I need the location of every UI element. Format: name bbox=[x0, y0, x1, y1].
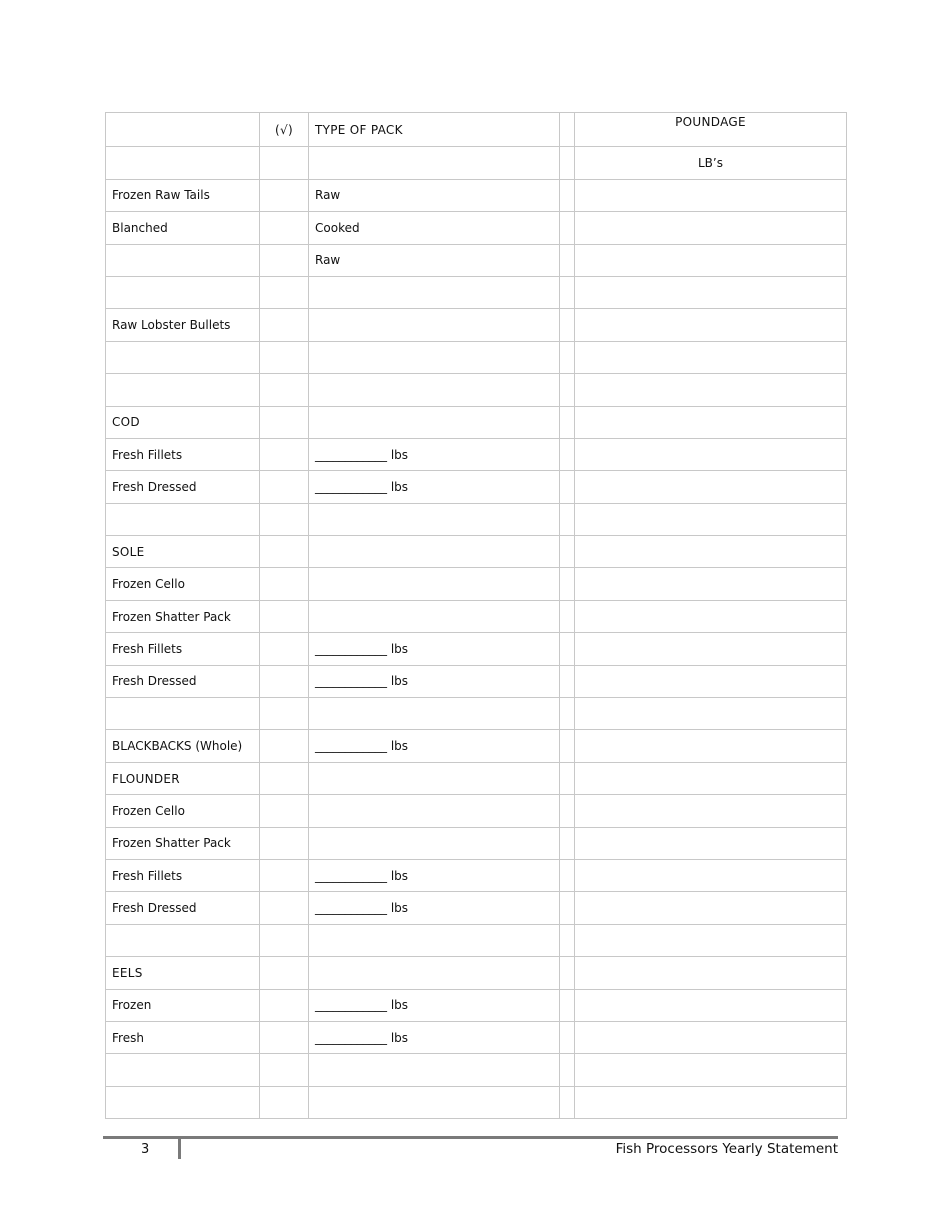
footer-divider bbox=[178, 1139, 181, 1159]
spacer-cell bbox=[560, 179, 575, 211]
type-of-pack-cell bbox=[309, 536, 560, 568]
check-cell[interactable] bbox=[260, 1021, 309, 1053]
type-of-pack-cell[interactable]: ____________ lbs bbox=[309, 859, 560, 891]
poundage-cell[interactable] bbox=[575, 503, 847, 535]
table-row bbox=[106, 827, 847, 859]
spacer-cell bbox=[560, 1086, 575, 1118]
spacer-cell bbox=[560, 536, 575, 568]
type-of-pack-cell bbox=[309, 600, 560, 632]
table-row bbox=[106, 276, 847, 308]
poundage-cell[interactable] bbox=[575, 568, 847, 600]
item-label: Frozen Raw Tails bbox=[106, 179, 260, 211]
check-cell[interactable] bbox=[260, 892, 309, 924]
item-label: Frozen Shatter Pack bbox=[106, 827, 260, 859]
type-of-pack-cell bbox=[309, 924, 560, 956]
check-cell[interactable] bbox=[260, 276, 309, 308]
check-column-header: (√) bbox=[260, 113, 309, 147]
item-label bbox=[106, 503, 260, 535]
poundage-cell[interactable] bbox=[575, 730, 847, 762]
poundage-cell[interactable] bbox=[575, 1054, 847, 1086]
type-of-pack-cell[interactable]: ____________ lbs bbox=[309, 892, 560, 924]
item-header-cell bbox=[106, 113, 260, 147]
poundage-cell[interactable] bbox=[575, 957, 847, 989]
poundage-cell[interactable] bbox=[575, 1086, 847, 1118]
spacer-cell bbox=[560, 276, 575, 308]
spacer-cell bbox=[560, 341, 575, 373]
statement-table bbox=[105, 112, 847, 1119]
spacer-cell bbox=[560, 374, 575, 406]
table-row bbox=[106, 568, 847, 600]
spacer-cell bbox=[560, 795, 575, 827]
type-of-pack-cell bbox=[309, 762, 560, 794]
check-cell[interactable] bbox=[260, 244, 309, 276]
table-row bbox=[106, 698, 847, 730]
poundage-cell[interactable] bbox=[575, 438, 847, 470]
check-cell[interactable] bbox=[260, 827, 309, 859]
poundage-cell[interactable] bbox=[575, 892, 847, 924]
poundage-cell[interactable] bbox=[575, 309, 847, 341]
table-row bbox=[106, 1054, 847, 1086]
check-cell[interactable] bbox=[260, 1086, 309, 1118]
poundage-cell[interactable] bbox=[575, 374, 847, 406]
type-of-pack-cell[interactable]: ____________ lbs bbox=[309, 438, 560, 470]
check-cell[interactable] bbox=[260, 924, 309, 956]
page-number: 3 bbox=[141, 1142, 150, 1157]
spacer-cell bbox=[560, 406, 575, 438]
item-label: Fresh Dressed bbox=[106, 665, 260, 697]
poundage-cell[interactable] bbox=[575, 212, 847, 244]
item-label: BLACKBACKS (Whole) bbox=[106, 730, 260, 762]
item-label bbox=[106, 1054, 260, 1086]
table-row bbox=[106, 730, 847, 762]
spacer-cell bbox=[560, 827, 575, 859]
spacer-cell bbox=[560, 1054, 575, 1086]
table-row bbox=[106, 600, 847, 632]
item-label: COD bbox=[106, 406, 260, 438]
item-label: Frozen Shatter Pack bbox=[106, 600, 260, 632]
spacer-cell bbox=[560, 471, 575, 503]
poundage-cell[interactable] bbox=[575, 536, 847, 568]
check-cell[interactable] bbox=[260, 859, 309, 891]
table-row bbox=[106, 892, 847, 924]
type-of-pack-cell bbox=[309, 1054, 560, 1086]
type-of-pack-cell bbox=[309, 957, 560, 989]
check-cell[interactable] bbox=[260, 406, 309, 438]
poundage-cell[interactable] bbox=[575, 795, 847, 827]
check-cell[interactable] bbox=[260, 762, 309, 794]
table-row bbox=[106, 179, 847, 211]
type-of-pack-cell bbox=[309, 568, 560, 600]
unit-header: LB’s bbox=[575, 147, 847, 179]
spacer-cell bbox=[560, 1021, 575, 1053]
table-row bbox=[106, 795, 847, 827]
item-label bbox=[106, 698, 260, 730]
check-cell[interactable] bbox=[260, 212, 309, 244]
spacer-cell bbox=[560, 762, 575, 794]
table-row bbox=[106, 309, 847, 341]
check-cell[interactable] bbox=[260, 568, 309, 600]
spacer-cell bbox=[560, 730, 575, 762]
item-label bbox=[106, 1086, 260, 1118]
footer-rule bbox=[103, 1136, 838, 1139]
table-row bbox=[106, 147, 847, 179]
table-row bbox=[106, 957, 847, 989]
type-of-pack-cell bbox=[309, 341, 560, 373]
item-label bbox=[106, 924, 260, 956]
spacer-cell bbox=[560, 503, 575, 535]
poundage-cell[interactable] bbox=[575, 406, 847, 438]
table-row bbox=[106, 633, 847, 665]
item-label bbox=[106, 341, 260, 373]
type-of-pack-cell: Raw bbox=[309, 244, 560, 276]
type-of-pack-cell bbox=[309, 147, 560, 179]
spacer-cell bbox=[560, 859, 575, 891]
check-cell[interactable] bbox=[260, 795, 309, 827]
type-of-pack-cell bbox=[309, 698, 560, 730]
spacer-cell bbox=[560, 665, 575, 697]
spacer-cell bbox=[560, 438, 575, 470]
item-label bbox=[106, 244, 260, 276]
spacer-cell bbox=[560, 309, 575, 341]
type-of-pack-cell: Raw bbox=[309, 179, 560, 211]
check-cell[interactable] bbox=[260, 536, 309, 568]
poundage-cell[interactable] bbox=[575, 276, 847, 308]
check-cell[interactable] bbox=[260, 179, 309, 211]
type-of-pack-cell: Cooked bbox=[309, 212, 560, 244]
poundage-cell[interactable] bbox=[575, 762, 847, 794]
type-of-pack-cell[interactable]: ____________ lbs bbox=[309, 1021, 560, 1053]
item-label: Blanched bbox=[106, 212, 260, 244]
table-row bbox=[106, 859, 847, 891]
table-row bbox=[106, 1086, 847, 1118]
item-label bbox=[106, 276, 260, 308]
poundage-cell[interactable] bbox=[575, 1021, 847, 1053]
table-row bbox=[106, 1021, 847, 1053]
type-of-pack-cell[interactable]: ____________ lbs bbox=[309, 665, 560, 697]
item-label: Frozen Cello bbox=[106, 795, 260, 827]
type-of-pack-cell[interactable]: ____________ lbs bbox=[309, 989, 560, 1021]
poundage-cell[interactable] bbox=[575, 924, 847, 956]
poundage-cell[interactable] bbox=[575, 633, 847, 665]
table-row bbox=[106, 503, 847, 535]
item-label: Fresh Dressed bbox=[106, 471, 260, 503]
check-cell[interactable] bbox=[260, 309, 309, 341]
poundage-cell[interactable] bbox=[575, 471, 847, 503]
table-row bbox=[106, 438, 847, 470]
spacer-cell bbox=[560, 989, 575, 1021]
check-cell[interactable] bbox=[260, 341, 309, 373]
type-of-pack-cell bbox=[309, 374, 560, 406]
table-row bbox=[106, 374, 847, 406]
table-row bbox=[106, 406, 847, 438]
spacer-cell bbox=[560, 212, 575, 244]
item-label: Raw Lobster Bullets bbox=[106, 309, 260, 341]
table-row bbox=[106, 536, 847, 568]
spacer-header-cell bbox=[560, 113, 575, 147]
item-label: Fresh Fillets bbox=[106, 633, 260, 665]
spacer-cell bbox=[560, 892, 575, 924]
table-row bbox=[106, 989, 847, 1021]
item-label bbox=[106, 147, 260, 179]
poundage-cell[interactable] bbox=[575, 600, 847, 632]
check-cell[interactable] bbox=[260, 1054, 309, 1086]
spacer-cell bbox=[560, 600, 575, 632]
type-of-pack-cell bbox=[309, 309, 560, 341]
check-cell[interactable] bbox=[260, 374, 309, 406]
table-row bbox=[106, 924, 847, 956]
poundage-cell[interactable] bbox=[575, 827, 847, 859]
poundage-cell[interactable] bbox=[575, 341, 847, 373]
poundage-cell[interactable] bbox=[575, 698, 847, 730]
table-row bbox=[106, 212, 847, 244]
type-of-pack-cell bbox=[309, 827, 560, 859]
item-label: Fresh Fillets bbox=[106, 438, 260, 470]
type-of-pack-cell[interactable]: ____________ lbs bbox=[309, 633, 560, 665]
page-footer bbox=[103, 1136, 838, 1160]
check-cell[interactable] bbox=[260, 503, 309, 535]
item-label: Frozen Cello bbox=[106, 568, 260, 600]
poundage-cell[interactable] bbox=[575, 179, 847, 211]
table-row bbox=[106, 665, 847, 697]
item-label: Fresh Dressed bbox=[106, 892, 260, 924]
type-of-pack-cell bbox=[309, 406, 560, 438]
item-label: SOLE bbox=[106, 536, 260, 568]
item-label: Fresh bbox=[106, 1021, 260, 1053]
footer-title: Fish Processors Yearly Statement bbox=[615, 1141, 838, 1157]
spacer-cell bbox=[560, 633, 575, 665]
item-label bbox=[106, 374, 260, 406]
check-cell[interactable] bbox=[260, 471, 309, 503]
item-label: Fresh Fillets bbox=[106, 859, 260, 891]
type-of-pack-cell[interactable]: ____________ lbs bbox=[309, 471, 560, 503]
check-cell[interactable] bbox=[260, 730, 309, 762]
check-cell[interactable] bbox=[260, 665, 309, 697]
poundage-cell[interactable] bbox=[575, 859, 847, 891]
spacer-cell bbox=[560, 924, 575, 956]
type-of-pack-cell bbox=[309, 276, 560, 308]
poundage-header: POUNDAGE bbox=[575, 113, 847, 147]
check-cell[interactable] bbox=[260, 147, 309, 179]
poundage-cell[interactable] bbox=[575, 244, 847, 276]
spacer-cell bbox=[560, 957, 575, 989]
table-row bbox=[106, 341, 847, 373]
item-label: Frozen bbox=[106, 989, 260, 1021]
poundage-cell[interactable] bbox=[575, 665, 847, 697]
check-cell[interactable] bbox=[260, 698, 309, 730]
table-row bbox=[106, 471, 847, 503]
table-body bbox=[106, 113, 847, 1119]
check-cell[interactable] bbox=[260, 600, 309, 632]
table-row bbox=[106, 244, 847, 276]
type-of-pack-cell bbox=[309, 795, 560, 827]
header-row bbox=[106, 113, 847, 147]
item-label: EELS bbox=[106, 957, 260, 989]
item-label: FLOUNDER bbox=[106, 762, 260, 794]
spacer-cell bbox=[560, 244, 575, 276]
spacer-cell bbox=[560, 698, 575, 730]
type-of-pack-cell bbox=[309, 503, 560, 535]
type-of-pack-cell[interactable]: ____________ lbs bbox=[309, 730, 560, 762]
check-cell[interactable] bbox=[260, 633, 309, 665]
type-of-pack-cell bbox=[309, 1086, 560, 1118]
table-row bbox=[106, 762, 847, 794]
check-cell[interactable] bbox=[260, 438, 309, 470]
check-cell[interactable] bbox=[260, 989, 309, 1021]
check-cell[interactable] bbox=[260, 957, 309, 989]
spacer-cell bbox=[560, 568, 575, 600]
spacer-cell bbox=[560, 147, 575, 179]
poundage-cell[interactable] bbox=[575, 989, 847, 1021]
type-of-pack-header: TYPE OF PACK bbox=[309, 113, 560, 147]
